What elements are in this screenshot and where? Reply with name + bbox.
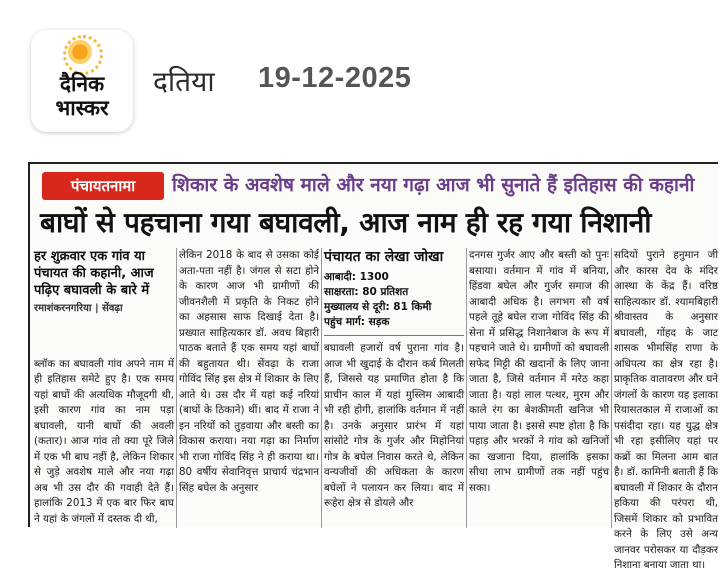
date-label: 19-12-2025 <box>258 62 412 94</box>
logo-text-line1: दैनिक <box>59 72 105 96</box>
column-3-text: बघावली हजारों वर्ष पुराना गांव है। आज भी खुदाई के दौरान कर्ब मिलती हैं, जिससे यह प्रमाणित होता है कि प्राचीन काल में यहां मुस्लिम आबादी भी रही होगी, हालांकि वर्तमान में नहीं है। उनके अनुसार प्रारंभ में यहां सांसोटे गोत्र के गुर्जर और मिहोनियां गोत्र के बघेल निवास करते थे, लेकिन वन्यजीवों की अधिकता के कारण बघेलों ने पलायन कर लिया। बाद में रूहेरा क्षेत्र से डोयले और <box>324 342 464 509</box>
column-divider <box>321 248 322 528</box>
column-divider <box>611 248 612 528</box>
factbox <box>324 270 464 336</box>
subheadline: शिकार के अवशेष माले और नया गढ़ा आज भी सुनाते हैं इतिहास की कहानी <box>172 174 695 196</box>
column-divider <box>176 248 177 528</box>
news-clipping <box>28 162 718 571</box>
factbox-title: पंचायत का लेखा जोखा <box>324 249 444 265</box>
fact-literacy: साक्षरता: 80 प्रतिशत <box>324 286 409 298</box>
headline: बाघों से पहचाना गया बघावली, आज नाम ही रह गया निशानी <box>40 206 652 239</box>
column-5 <box>614 248 718 571</box>
column-1-text: ब्लॉक का बघावली गांव अपने नाम में ही इतिहास समेटे हुए है। एक समय यहां बाघों की अत्यधिक मौजूदगी थी, इसी कारण गांव का नाम पड़ा बघावली, यानी बाघों की अवली (कतार)। आज गांव तो क्या पूरे जिले में एक भी बाघ नहीं है, लेकिन शिकार से जुड़े अवशेष माले और नया गढ़ा अब भी उस दौर की गवाही देते हैं। हालांकि 2013 में एक बार फिर बाघ ने यहां के जंगलों में दस्तक दी थी, <box>34 357 174 525</box>
fact-road: पहुंच मार्ग: सड़क <box>324 316 390 328</box>
logo-text-line2: भास्कर <box>55 96 109 120</box>
column-divider <box>466 248 467 528</box>
column-2 <box>179 248 319 528</box>
intro-title: हर शुक्रवार एक गांव या पंचायत की कहानी, आज पढ़िए बघावली के बारे में <box>34 249 154 298</box>
kicker-badge: पंचायतनामा <box>42 172 164 200</box>
column-1 <box>34 248 174 528</box>
column-4-text: दनगस गुर्जर आए और बस्ती को पुनः बसाया। वर्तमान में गांव में बनिया, हिंडवा बघेल और गुर्जर समाज की आबादी अधिक है। लगभग सौ वर्ष पहले तूहे बघेल राजा गोविंद सिंह की सेना में प्रसिद्ध निशानेबाज के रूप में पहचाने जाते थे। ग्रामीणों को बघावली सफेद मिट्टी की खदानों के लिए जाना जाता है, जिसे वर्तमान में मरेठ कहा जाता है। यहां लाल पत्थर, मुरम और काले रंग का बेशकीमती खनिज भी पाया जाता है। इससे स्पष्ट होता है कि पहाड़ और भरकों ने गांव को खनिजों का खजाना दिया, हालांकि इसका सीधा लाभ ग्रामीणों तक नहीं पहुंच सका। <box>469 249 609 494</box>
column-5-text: सदियों पुराने हनुमान जी और कारस देव के मंदिर आस्था के केंद्र हैं। वरिष्ठ साहित्यकार डॉ. श्यामबिहारी श्रीवास्तव के अनुसार बघावली, गोंहद के जाट शासक भीमसिंह राणा के अधिपत्य का क्षेत्र रहा है। प्राकृतिक वातावरण और घने जंगलों के कारण यह इलाका रियासतकाल में राजाओं का पसंदीदा रहा। यह युद्ध क्षेत्र भी रहा इसीलिए यहां पर कब्रों का मिलना आम बात है। डॉ. कामिनी बताती हैं कि बघावली में शिकार के दौरान हकिया की परंपरा थी, जिसमें शिकार को प्रभावित करने के लिए उसे अन्य जानवर परोसकर या दौड़कर निशाना बनाया जाता था। <box>614 249 718 571</box>
fact-distance: मुख्यालय से दूरी: 81 किमी <box>324 301 432 313</box>
location-label: दतिया <box>153 65 215 98</box>
header-bar <box>0 0 720 152</box>
fact-population: आबादी: 1300 <box>324 271 389 283</box>
column-spacer <box>34 317 174 357</box>
column-3 <box>324 248 464 528</box>
column-4 <box>469 248 609 528</box>
dainik-bhaskar-logo[interactable] <box>31 30 133 132</box>
column-2-text: लेकिन 2018 के बाद से उसका कोई अता-पता नहीं है। जंगल से सटा होने के कारण आज भी ग्रामीणों की जीवनशैली में प्रकृति के निकट होने का अहसास साफ दिखाई देता है। प्रख्यात साहित्यकार डॉ. अवध बिहारी पाठक बताते हैं एक समय यहां बाघों की बहुतायत थी। सेंवढ़ा के राजा गोविंद सिंह इस क्षेत्र में शिकार के लिए आते थे। उस दौर में यहां कई नरियां (बाघों के ठिकाने) थीं। बाद में राजा ने इन नरियों को तुड़वाया और बस्ती का विकास कराया। नया गढ़ा का निर्माण भी राजा गोविंद सिंह ने ही कराया था। 80 वर्षीय सेवानिवृत्त प्राचार्य चंद्रभान सिंह बघेल के अनुसार <box>179 249 319 494</box>
sun-icon <box>68 40 92 64</box>
byline: रमाशंकरनगरिया | सेंवढ़ा <box>34 303 123 314</box>
